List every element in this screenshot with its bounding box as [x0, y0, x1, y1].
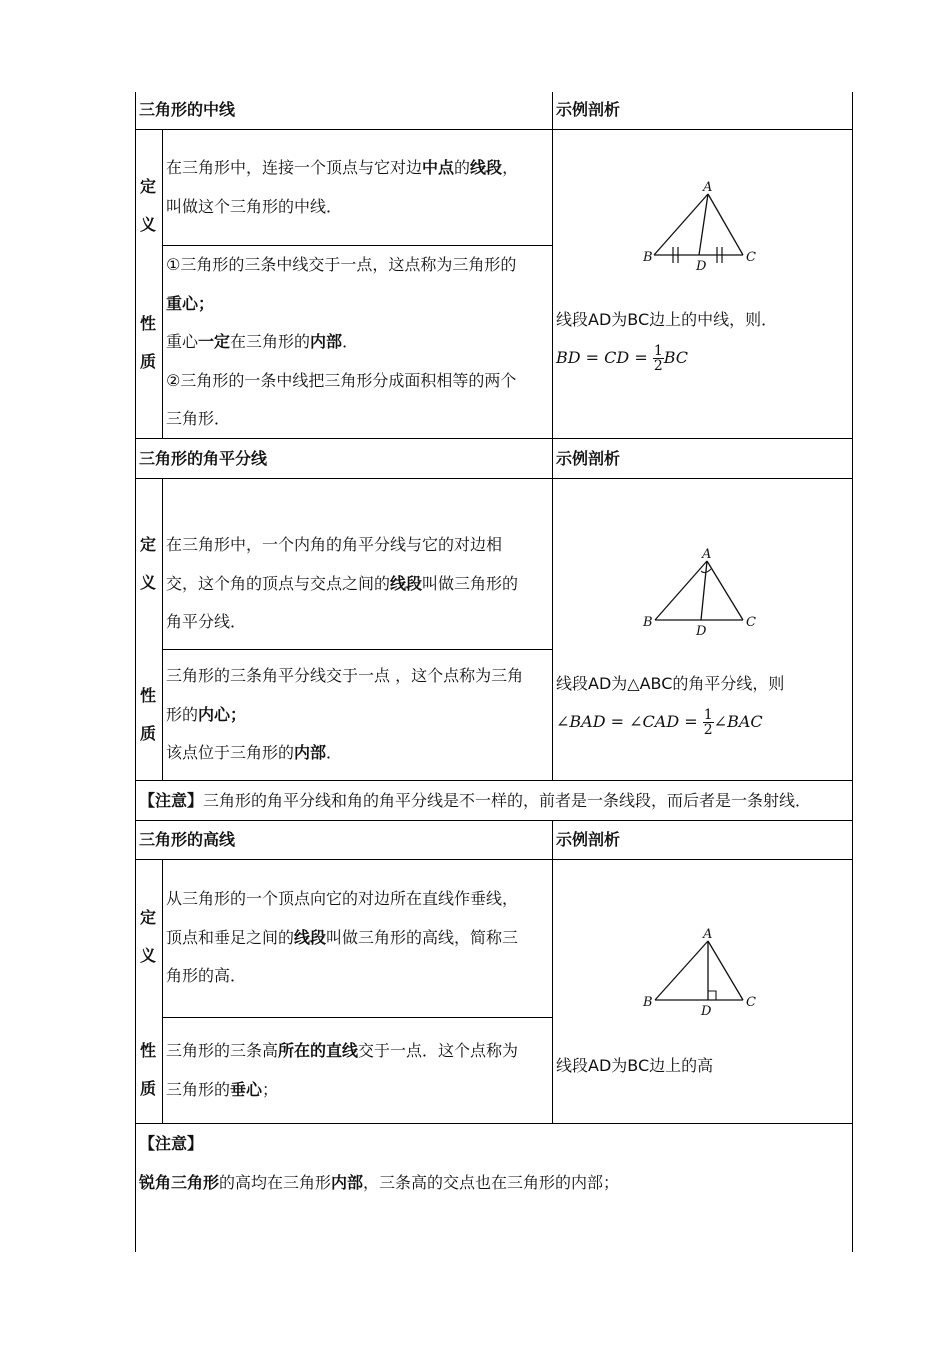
text-line: 重心；: [166, 293, 215, 313]
text-line: 在三角形中，一个内角的角平分线与它的对边相: [166, 535, 503, 554]
section1-example-header: 示例剖析: [556, 100, 621, 119]
section3-title: 三角形的高线: [139, 830, 236, 849]
altitude-label-a: A: [703, 927, 713, 942]
altitude-label-d: D: [701, 1004, 712, 1019]
section2-prop-label: 性 质: [139, 686, 156, 743]
text-line: 从三角形的一个顶点向它的对边所在直线作垂线，: [166, 889, 519, 908]
section1-formula: BD = CD = $\frac{1}{2}$ BC: [556, 343, 689, 374]
text-line: ①三角形的三条中线交于一点，这点称为三角形的: [166, 255, 517, 274]
section1-title: 三角形的中线: [139, 100, 236, 119]
section3-example-header: 示例剖析: [556, 830, 621, 849]
text-line: 三角形．: [166, 409, 231, 428]
note2-title: 【注意】: [139, 1134, 204, 1153]
median-label-b: B: [643, 250, 653, 265]
altitude-label-b: B: [643, 995, 653, 1010]
altitude-label-c: C: [746, 995, 756, 1010]
text-line: 三角形的三条角平分线交于一点 ，这个点称为三角: [166, 666, 524, 685]
bisector-label-c: C: [746, 615, 756, 630]
note2-text: 锐角三角形的高均在三角形内部，三条高的交点也在三角形的内部；: [139, 1173, 620, 1192]
text-line: 角平分线．: [166, 612, 247, 631]
text-line: 在三角形中，连接一个顶点与它对边中点的线段，: [166, 158, 519, 177]
text-line: 该点位于三角形的内部．: [166, 743, 343, 762]
text-line: ②三角形的一条中线把三角形分成面积相等的两个: [166, 370, 517, 390]
bisector-label-d: D: [696, 624, 707, 639]
text-line: 三角形的垂心；: [166, 1079, 279, 1099]
section1-example-text: 线段AD为BC边上的中线，则．: [556, 310, 778, 329]
text-line: 叫做这个三角形的中线．: [166, 196, 343, 216]
section3-example-text: 线段AD为BC边上的高: [556, 1056, 714, 1075]
text-line: 顶点和垂足之间的线段叫做三角形的高线，简称三: [166, 927, 519, 947]
section2-example-text: 线段AD为△ABC的角平分线，则: [556, 674, 785, 693]
text-line: 形的内心；: [166, 704, 247, 724]
text-line: 三角形的三条高所在的直线交于一点．这个点称为: [166, 1041, 519, 1060]
text-line: 重心一定在三角形的内部．: [166, 332, 359, 351]
section2-title: 三角形的角平分线: [139, 449, 268, 468]
median-label-d: D: [696, 259, 707, 274]
median-label-c: C: [746, 250, 756, 265]
section2-formula: ∠BAD = ∠CAD = $\frac{1}{2}$ ∠BAC: [556, 707, 763, 738]
section1-def-label: 定 义: [139, 177, 156, 234]
bisector-label-b: B: [643, 615, 653, 630]
section3-def-label: 定 义: [139, 908, 156, 965]
median-label-a: A: [703, 180, 713, 195]
text-line: 交，这个角的顶点与交点之间的线段叫做三角形的: [166, 573, 519, 593]
section2-def-label: 定 义: [139, 535, 156, 592]
note1-text: 【注意】三角形的角平分线和角的角平分线是不一样的，前者是一条线段，而后者是一条射线．: [139, 791, 812, 810]
section2-example-header: 示例剖析: [556, 449, 621, 468]
bisector-label-a: A: [702, 547, 712, 562]
section3-prop-label: 性 质: [139, 1041, 156, 1098]
section1-prop-label: 性 质: [139, 314, 156, 371]
text-line: 角形的高．: [166, 966, 247, 985]
